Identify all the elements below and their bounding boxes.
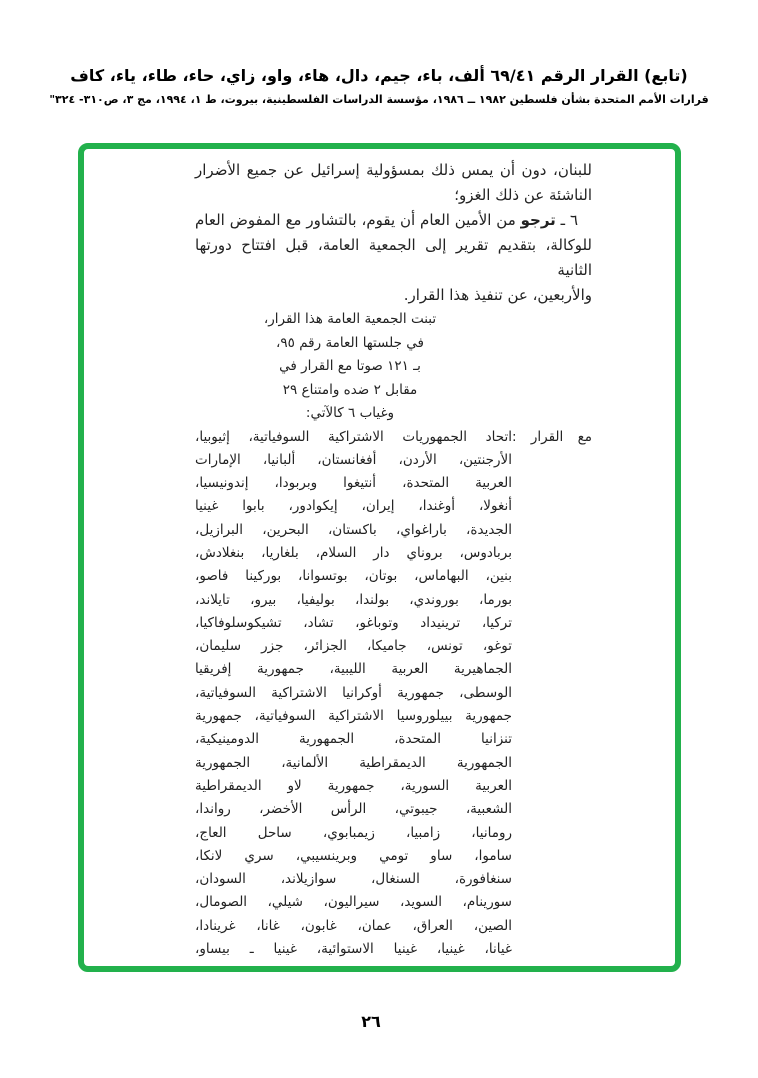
country-list-line: الشعبية، جيبوتي، الرأس الأخضر، رواندا، — [195, 801, 512, 818]
adoption-note-line: بـ ١٢١ صوتا مع القرار في — [279, 358, 421, 374]
country-list-line: سنغافورة، السنغال، سوازيلاند، السودان، — [195, 871, 512, 888]
country-list-line: رومانيا، زامبيا، زيمبابوي، ساحل العاج، — [195, 824, 512, 841]
resolution-text-box — [78, 143, 681, 972]
country-list-line: بورما، بوروندي، بولندا، بوليفيا، بيرو، تايلاند، — [195, 591, 512, 608]
country-list-line: الجديدة، باراغواي، باكستان، البحرين، البرازيل، — [195, 521, 512, 538]
adoption-note-line: وغياب ٦ كالآتي: — [305, 405, 395, 421]
country-list-line: الجماهيرية العربية الليبية، جمهورية إفريقيا — [195, 661, 512, 678]
resolution-title: (تابع) القرار الرقم ٦٩/٤١ ألف، باء، جيم، دال، هاء، واو، زاي، حاء، طاء، ياء، كاف — [70, 66, 688, 85]
country-list-line: سورينام، السويد، سيراليون، شيلي، الصومال، — [195, 894, 512, 911]
country-list-line: الوسطى، جمهورية أوكرانيا الاشتراكية السوفياتية، — [195, 684, 512, 701]
resolution-body — [195, 158, 592, 961]
clause-verb: ترجو — [520, 211, 556, 229]
vote-with-section — [195, 426, 592, 962]
text-line: للوكالة، بتقديم تقرير إلى الجمعية العامة، قبل افتتاح دورتها الثانية — [195, 236, 592, 279]
adoption-note — [239, 308, 461, 426]
adoption-note-line: مقابل ٢ ضده وامتناع ٢٩ — [282, 381, 418, 398]
paragraph-continuation — [195, 158, 592, 308]
country-list-line: العربية المتحدة، أنتيغوا وبربودا، إندونيسيا، — [195, 475, 512, 492]
country-list-line: تنزانيا المتحدة، الجمهورية الدومينيكية، — [195, 731, 512, 748]
source-citation: قرارات الأمم المتحدة بشأن فلسطين ١٩٨٢ ــ ١٩٨٦، مؤسسة الدراسات الفلسطينية، بيروت، ط ١، ١٩٩٤، مج ٣، ص٣١٠- ٣٢٤" — [49, 93, 709, 106]
clause-6-line — [195, 208, 592, 233]
text-line: للبنان، دون أن يمس ذلك بمسؤولية إسرائيل عن جميع الأضرار — [195, 161, 592, 179]
country-list-line: العربية السورية، جمهورية لاو الديمقراطية — [195, 777, 512, 794]
adoption-note-line: تبنت الجمعية العامة هذا القرار، — [263, 311, 437, 327]
country-list-line: أنغولا، أوغندا، إيران، إيكوادور، بابوا غينيا — [195, 498, 512, 515]
country-list-line: الجمهورية الديمقراطية الألمانية، الجمهورية — [195, 754, 512, 771]
vote-with-label: مع القرار : — [512, 428, 592, 445]
country-list-line: ساموا، ساو تومي وبرينسيبي، سري لانكا، — [195, 847, 512, 864]
country-list-line: اتحاد الجمهوريات الاشتراكية السوفياتية، إثيوبيا، — [195, 428, 512, 445]
adoption-note-line: في جلستها العامة رقم ٩٥، — [276, 334, 424, 351]
country-list-line: الأرجنتين، الأردن، أفغانستان، ألبانيا، الإمارات — [195, 451, 512, 468]
country-list-line: تركيا، ترينيداد وتوباغو، تشاد، تشيكوسلوفاكيا، — [195, 614, 512, 631]
text-line: والأربعين، عن تنفيذ هذا القرار. — [403, 286, 592, 304]
country-list-line: توغو، تونس، جاميكا، الجزائر، جزر سليمان، — [195, 638, 512, 655]
clause-number: ٦ ـ — [555, 211, 579, 229]
country-list-line: جمهورية بييلوروسيا الاشتراكية السوفياتية، جمهورية — [195, 708, 512, 725]
clause-text: من الأمين العام أن يقوم، بالتشاور مع المفوض العام — [195, 211, 521, 229]
vote-with-country-list — [195, 426, 512, 962]
country-list-line: الصين، العراق، عمان، غابون، غانا، غرينادا، — [195, 917, 512, 934]
page-number: ٢٦ — [361, 1012, 381, 1031]
country-list-line: بربادوس، بروناي دار السلام، بلغاريا، بنغلادش، — [195, 544, 512, 561]
country-list-line: غيانا، غينيا، غينيا الاستوائية، غينيا ـ بيساو، — [195, 941, 512, 958]
country-list-line: بنين، البهاماس، بوتان، بوتسوانا، بوركينا فاصو، — [195, 568, 512, 585]
text-line: الناشئة عن ذلك الغزو؛ — [454, 186, 592, 204]
page-header — [0, 66, 758, 106]
